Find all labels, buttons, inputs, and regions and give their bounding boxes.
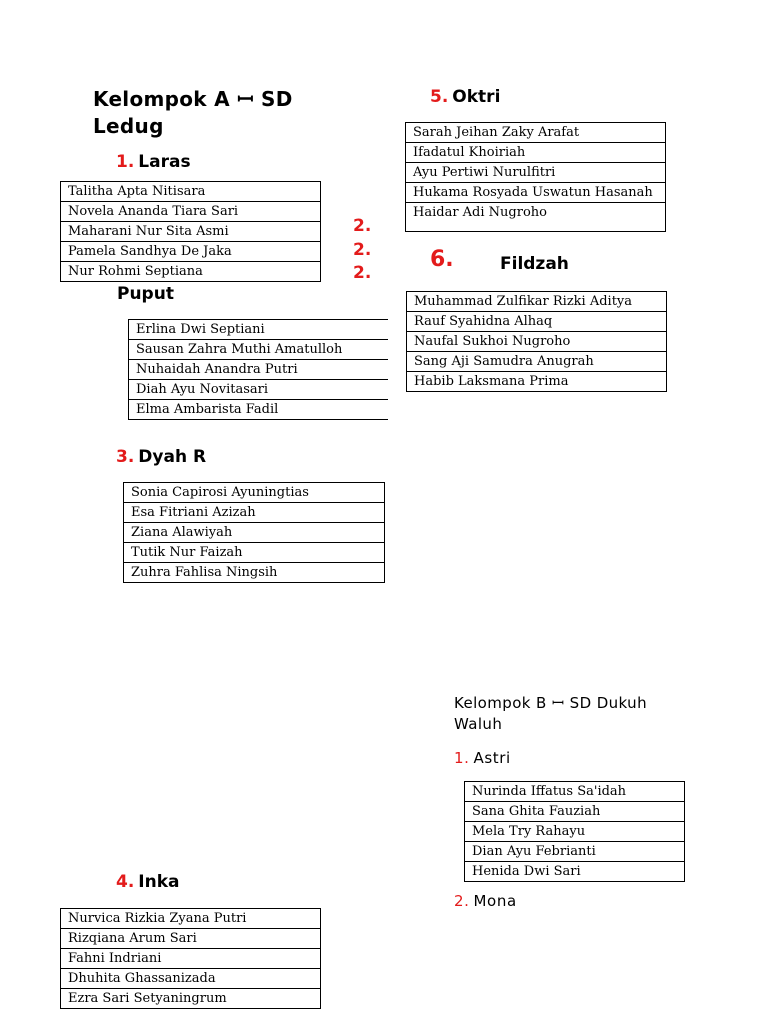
member-row: Nuhaidah Anandra Putri (129, 360, 388, 380)
stray-number: 2. (353, 216, 372, 236)
member-row: Sana Ghita Fauziah (465, 802, 684, 822)
member-row: Ezra Sari Setyaningrum (68, 991, 227, 1006)
member-row: Naufal Sukhoi Nugroho (407, 332, 666, 352)
group-heading-astri (454, 748, 511, 768)
member-row: Nurinda Iffatus Sa'idah (465, 782, 684, 802)
member-row: Sang Aji Samudra Anugrah (407, 352, 666, 372)
group-number: 1. (116, 152, 135, 172)
member-row: Muhammad Zulfikar Rizki Aditya (407, 292, 666, 312)
member-row: Zuhra Fahlisa Ningsih (131, 565, 278, 580)
group-number: 4. (116, 872, 135, 892)
member-row: Esa Fitriani Azizah (124, 503, 384, 523)
member-row: Elma Ambarista Fadil (129, 400, 388, 420)
group-heading-oktri (430, 87, 500, 107)
member-row: Nurvica Rizkia Zyana Putri (61, 909, 320, 929)
group-heading-dyah-r (116, 447, 206, 467)
member-row: Erlina Dwi Septiani (129, 320, 388, 340)
member-row: Novela Ananda Tiara Sari (61, 202, 320, 222)
member-row: Pamela Sandhya De Jaka (61, 242, 320, 262)
member-row: Habib Laksmana Prima (414, 374, 569, 389)
member-row: Diah Ayu Novitasari (129, 380, 388, 400)
group-heading-mona (454, 891, 517, 911)
group-b-title: Kelompok B ꟷ SD Dukuh Waluh (454, 694, 648, 733)
member-row: Nur Rohmi Septiana (68, 264, 203, 279)
member-table-inka (60, 908, 321, 1009)
member-row: Rauf Syahidna Alhaq (407, 312, 666, 332)
member-row: Tutik Nur Faizah (124, 543, 384, 563)
member-row: Ifadatul Khoiriah (406, 143, 665, 163)
stray-number: 2. (353, 263, 372, 283)
member-row: Haidar Adi Nugroho (413, 205, 547, 220)
member-table-astri (464, 781, 685, 882)
group-a-title: Kelompok A ꟷ SD Ledug (93, 87, 293, 138)
group-leader-name: Dyah R (138, 447, 207, 467)
member-row: Dian Ayu Febrianti (465, 842, 684, 862)
group-leader-name: Inka (138, 872, 180, 892)
group-number: 1. (454, 749, 470, 767)
member-table-oktri (405, 122, 666, 232)
member-row: Fahni Indriani (61, 949, 320, 969)
member-table-puput (128, 319, 388, 420)
member-row: Maharani Nur Sita Asmi (61, 222, 320, 242)
group-heading-inka (116, 872, 180, 892)
member-row: Ziana Alawiyah (124, 523, 384, 543)
group-leader-name: Laras (138, 152, 191, 172)
member-row: Hukama Rosyada Uswatun Hasanah (406, 183, 665, 203)
member-row: Dhuhita Ghassanizada (61, 969, 320, 989)
member-row: Talitha Apta Nitisara (61, 182, 320, 202)
group-number: 2. (454, 892, 470, 910)
member-table-fildzah (406, 291, 667, 392)
member-table-dyah-r (123, 482, 385, 583)
group-number: 5. (430, 87, 449, 107)
member-row: Sarah Jeihan Zaky Arafat (406, 123, 665, 143)
group-leader-name: Mona (473, 892, 517, 910)
stray-number: 2. (353, 240, 372, 260)
member-row: Ayu Pertiwi Nurulfitri (406, 163, 665, 183)
group-number: 3. (116, 447, 135, 467)
group-leader-name: Astri (473, 749, 511, 767)
member-table-laras (60, 181, 321, 282)
group-leader-name: Oktri (452, 87, 501, 107)
member-row: Sonia Capirosi Ayuningtias (124, 483, 384, 503)
member-row: Rizqiana Arum Sari (61, 929, 320, 949)
group-heading-fildzah: Fildzah (500, 254, 569, 274)
member-row: Mela Try Rahayu (465, 822, 684, 842)
group-number: 6. (430, 247, 454, 272)
group-number-fildzah (430, 247, 458, 272)
member-row: Sausan Zahra Muthi Amatulloh (129, 340, 388, 360)
group-heading-puput: Puput (117, 284, 174, 304)
group-heading-laras (116, 152, 191, 172)
member-row: Henida Dwi Sari (472, 864, 581, 879)
